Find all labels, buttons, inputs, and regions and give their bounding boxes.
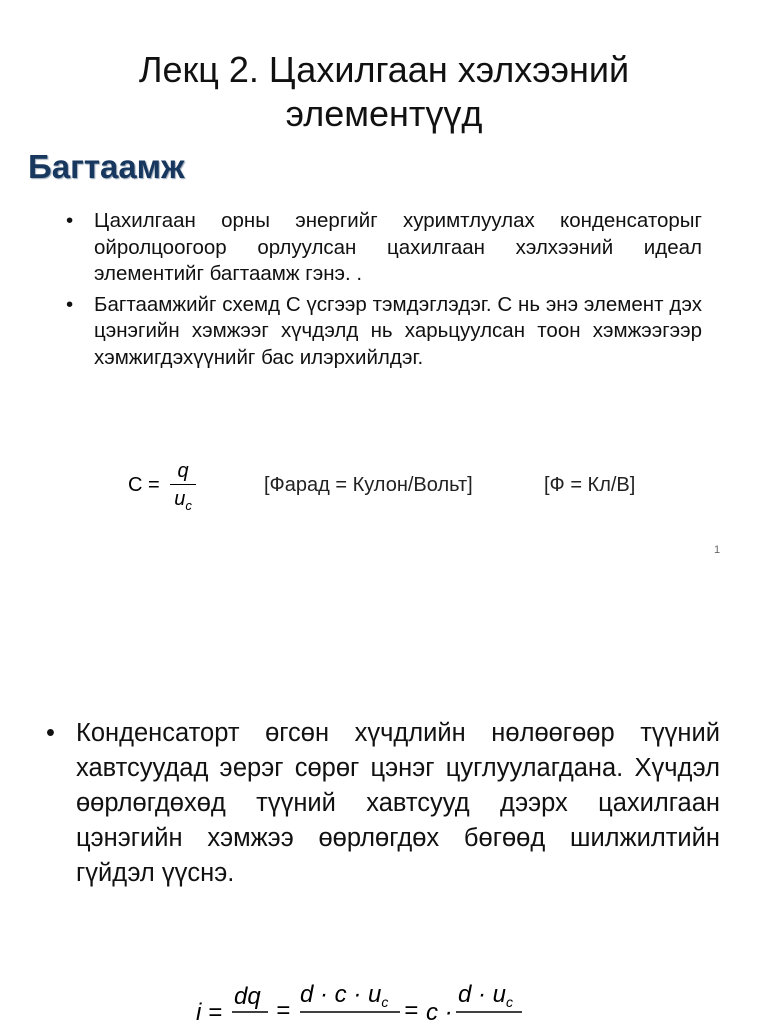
units-symbol: [Ф = Кл/В] bbox=[544, 474, 636, 496]
equals-sign: = bbox=[276, 997, 291, 1024]
bullet-list bbox=[62, 208, 702, 375]
bullet-item: • Цахилгаан орны энергийг хуримтлуулах конденсаторыг ойролцоогоор орлуулсан цахилгаан хэлхээний идеал элементийг багтаамж гэнэ. . bbox=[62, 208, 702, 288]
bullet-item: • Багтаамжийг схемд С үсгээр тэмдэглэдэг. С нь энэ элемент дэх цэнэгийн хэмжээг хүчдэлд нь харьцуулсан тоон хэмжээгээр хэмжигдэхүүнийг бас илэрхийлдэг. bbox=[62, 292, 702, 372]
bullet-list-2 bbox=[44, 716, 720, 891]
c-factor: c · bbox=[426, 999, 453, 1024]
equals-sign: = bbox=[404, 997, 419, 1024]
current-formula bbox=[196, 976, 576, 1024]
units-text: [Фарад = Кулон/Вольт] bbox=[264, 474, 473, 496]
fraction-numerator: q bbox=[177, 460, 189, 482]
bullet-item: • Конденсаторт өгсөн хүчдлийн нөлөөгөөр түүний хавтсуудад эерэг сөрөг цэнэг цуглуулагдана. Хүчдэл өөрлөгдөхөд түүний хавтсууд дээрх цахилгаан цэнэгийн хэмжээ өөрлөгдөх бөгөөд шилжилтийн гүйдэл үүснэ. bbox=[44, 716, 720, 891]
title-line-1: Лекц 2. Цахилгаан хэлхээний bbox=[138, 49, 630, 90]
formula-fraction bbox=[170, 460, 196, 518]
term1-numerator: dq bbox=[234, 983, 261, 1010]
fraction-bar bbox=[170, 484, 196, 485]
page-title bbox=[0, 48, 768, 136]
term2-numerator: $d \cdot c \cdot u_c$ bbox=[300, 981, 389, 1010]
formula-lhs: C = bbox=[128, 474, 160, 496]
formula-lhs: i = bbox=[196, 999, 223, 1024]
section-title: Багтаамж bbox=[28, 148, 185, 185]
page-number: 1 bbox=[714, 544, 721, 556]
title-line-2: элементүүд bbox=[285, 93, 483, 134]
fraction-denominator: $u_c$ bbox=[174, 488, 192, 513]
term3-numerator: $d \cdot u_c$ bbox=[458, 981, 514, 1010]
capacitance-formula bbox=[128, 458, 688, 522]
